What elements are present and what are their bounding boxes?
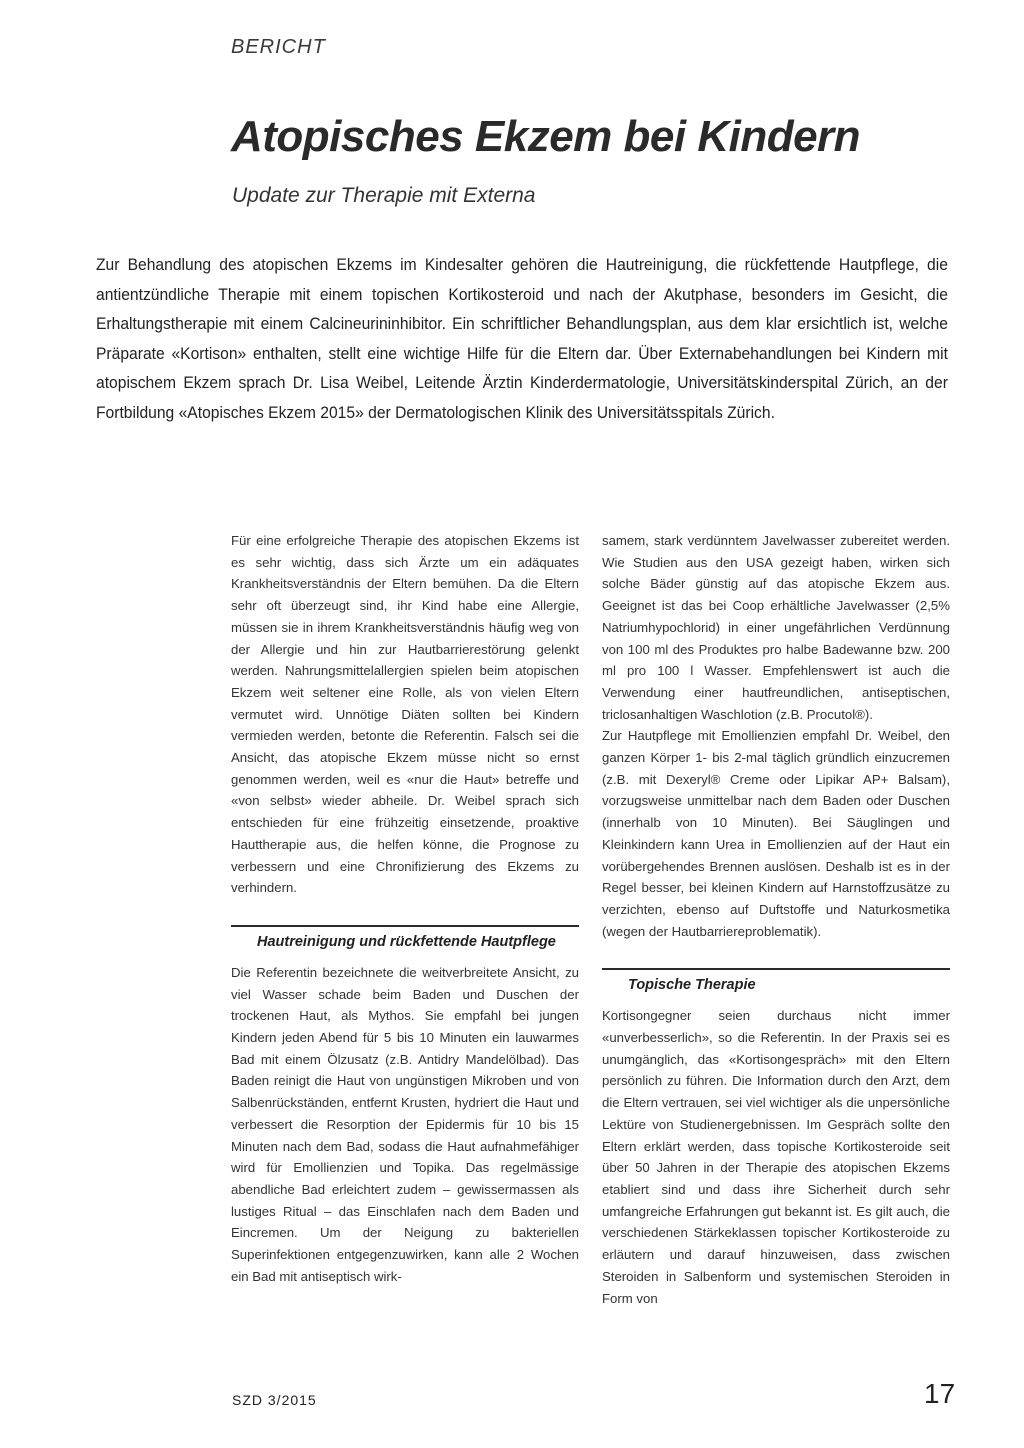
section-label: BERICHT bbox=[231, 36, 326, 58]
body-paragraph: samem, stark verdünntem Javelwasser zubereitet werden. Wie Studien aus den USA gezeigt haben, wirken sich solche Bäder günstig auf das atopische Ekzem aus. Geeignet ist das bei Coop erhältliche Javelwasser (2,5% Natriumhypochlorid) in einer ungefährlichen Verdünnung von 100 ml des Produktes pro halbe Badewanne bzw. 200 ml pro 100 l Wasser. Empfehlenswert ist auch die Verwendung einer hautfreundlichen, antiseptischen, triclosanhaltigen Waschlotion (z.B. Procutol®). bbox=[602, 533, 950, 722]
article-title: Atopisches Ekzem bei Kindern bbox=[231, 112, 861, 161]
article-subtitle: Update zur Therapie mit Externa bbox=[232, 184, 536, 207]
journal-issue: SZD 3/2015 bbox=[232, 1392, 317, 1408]
subheading-hautreinigung: Hautreinigung und rückfettende Hautpflege bbox=[231, 925, 579, 952]
subheading-topische-therapie: Topische Therapie bbox=[602, 968, 950, 995]
intro-paragraph: Für eine erfolgreiche Therapie des atopischen Ekzems ist es sehr wichtig, dass sich Ärzte um ein adäquates Krankheitsverständnis der Eltern bemühen. Da die Eltern sehr oft überzeugt sind, ihr Kind habe eine Allergie, müssen sie in ihrem Krankheitsverständnis häufig weg von der Allergie und hin zur Hautbarrierestörung gelenkt werden. Nahrungsmittelallergien spielen beim atopischen Ekzem weit seltener eine Rolle, als von vielen Eltern vermutet wird. Unnötige Diäten sollten bei Kindern vermieden werden, betonte die Referentin. Falsch sei die Ansicht, das atopische Ekzem müsse nicht so ernst genommen werden, weil es «nur die Haut» betreffe und «von selbst» wieder abheile. Dr. Weibel sprach sich entschieden für eine frühzeitig einsetzende, proaktive Hauttherapie aus, die helfen könne, die Prognose zu verbessern und eine Chronifizierung des Ekzems zu verhindern. bbox=[231, 533, 579, 896]
body-paragraph: Kortisongegner seien durchaus nicht immer «unverbesserlich», so die Referentin. In der Praxis sei es unumgänglich, das «Kortisongespräch» mit den Eltern persönlich zu führen. Die Information durch den Arzt, dem die Eltern vertrauen, sei viel wichtiger als die unpersönliche Lektüre von Studienergebnissen. Im Gespräch sollte den Eltern erklärt werden, dass topische Kortikosteroide seit über 50 Jahren in der Therapie des atopischen Ekzems etabliert sind und dass ihre Sicherheit durch sehr umfangreiche Erfahrungen gut bekannt ist. Es gilt auch, die verschiedenen Stärkeklassen topischer Kortikosteroide zu erläutern und darauf hinzuweisen, dass zwischen Steroiden in Salbenform und systemischen Steroiden in Form von bbox=[602, 1008, 950, 1306]
body-paragraph: Die Referentin bezeichnete die weitverbreitete Ansicht, zu viel Wasser schade beim Baden und Duschen der trockenen Haut, als Mythos. Sie empfahl bei jungen Kindern jeden Abend für 5 bis 10 Minuten ein lauwarmes Bad mit einem Ölzusatz (z.B. Antidry Mandelölbad). Das Baden reinigt die Haut von ungünstigen Mikroben und von Salbenrückständen, entfernt Krusten, hydriert die Haut und verbessert die Resorption der Epidermis für 10 bis 15 Minuten nach dem Bad, sodass die Haut aufnahmefähiger wird für Emollienzien und Topika. Das regelmässige abendliche Bad erleichtert zudem – gewissermassen als lustiges Ritual – das Einschlafen nach dem Baden und Eincremen. Um der Neigung zu bakteriellen Superinfektionen entgegenzuwirken, kann alle 2 Wochen ein Bad mit antiseptisch wirk- bbox=[231, 964, 579, 1284]
left-column bbox=[231, 530, 579, 1288]
right-column bbox=[602, 530, 950, 1309]
page-number: 17 bbox=[924, 1378, 956, 1409]
lead-paragraph: Zur Behandlung des atopischen Ekzems im Kindesalter gehören die Hautreinigung, die rückfettende Hautpflege, die antientzündliche Therapie mit einem topischen Kortikosteroid und nach der Akutphase, besonders im Gesicht, die Erhaltungstherapie mit einem Calcineurininhibitor. Ein schriftlicher Behandlungsplan, aus dem klar ersichtlich ist, welche Präparate «Kortison» enthalten, stellt eine wichtige Hilfe für die Eltern dar. Über Externabehandlungen bei Kindern mit atopischem Ekzem sprach Dr. Lisa Weibel, Leitende Ärztin Kinderdermatologie, Universitätskinderspital Zürich, an der Fortbildung «Atopisches Ekzem 2015» der Dermatologischen Klinik des Universitätsspitals Zürich. bbox=[96, 255, 948, 422]
body-paragraph: Zur Hautpflege mit Emollienzien empfahl Dr. Weibel, den ganzen Körper 1- bis 2-mal täglich gründlich einzucremen (z.B. mit Dexeryl® Creme oder Lipikar AP+ Balsam), vorzugsweise unmittelbar nach dem Baden oder Duschen (innerhalb von 10 Minuten). Bei Säuglingen und Kleinkindern kann Urea in Emollienzien auf der Haut ein vorübergehendes Brennen auslösen. Deshalb ist es in der Regel besser, bei kleinen Kindern auf Harnstoffzusätze zu verzichten, ebenso auf Duftstoffe und Naturkosmetika (wegen der Hautbarriereproblematik). bbox=[602, 728, 950, 939]
